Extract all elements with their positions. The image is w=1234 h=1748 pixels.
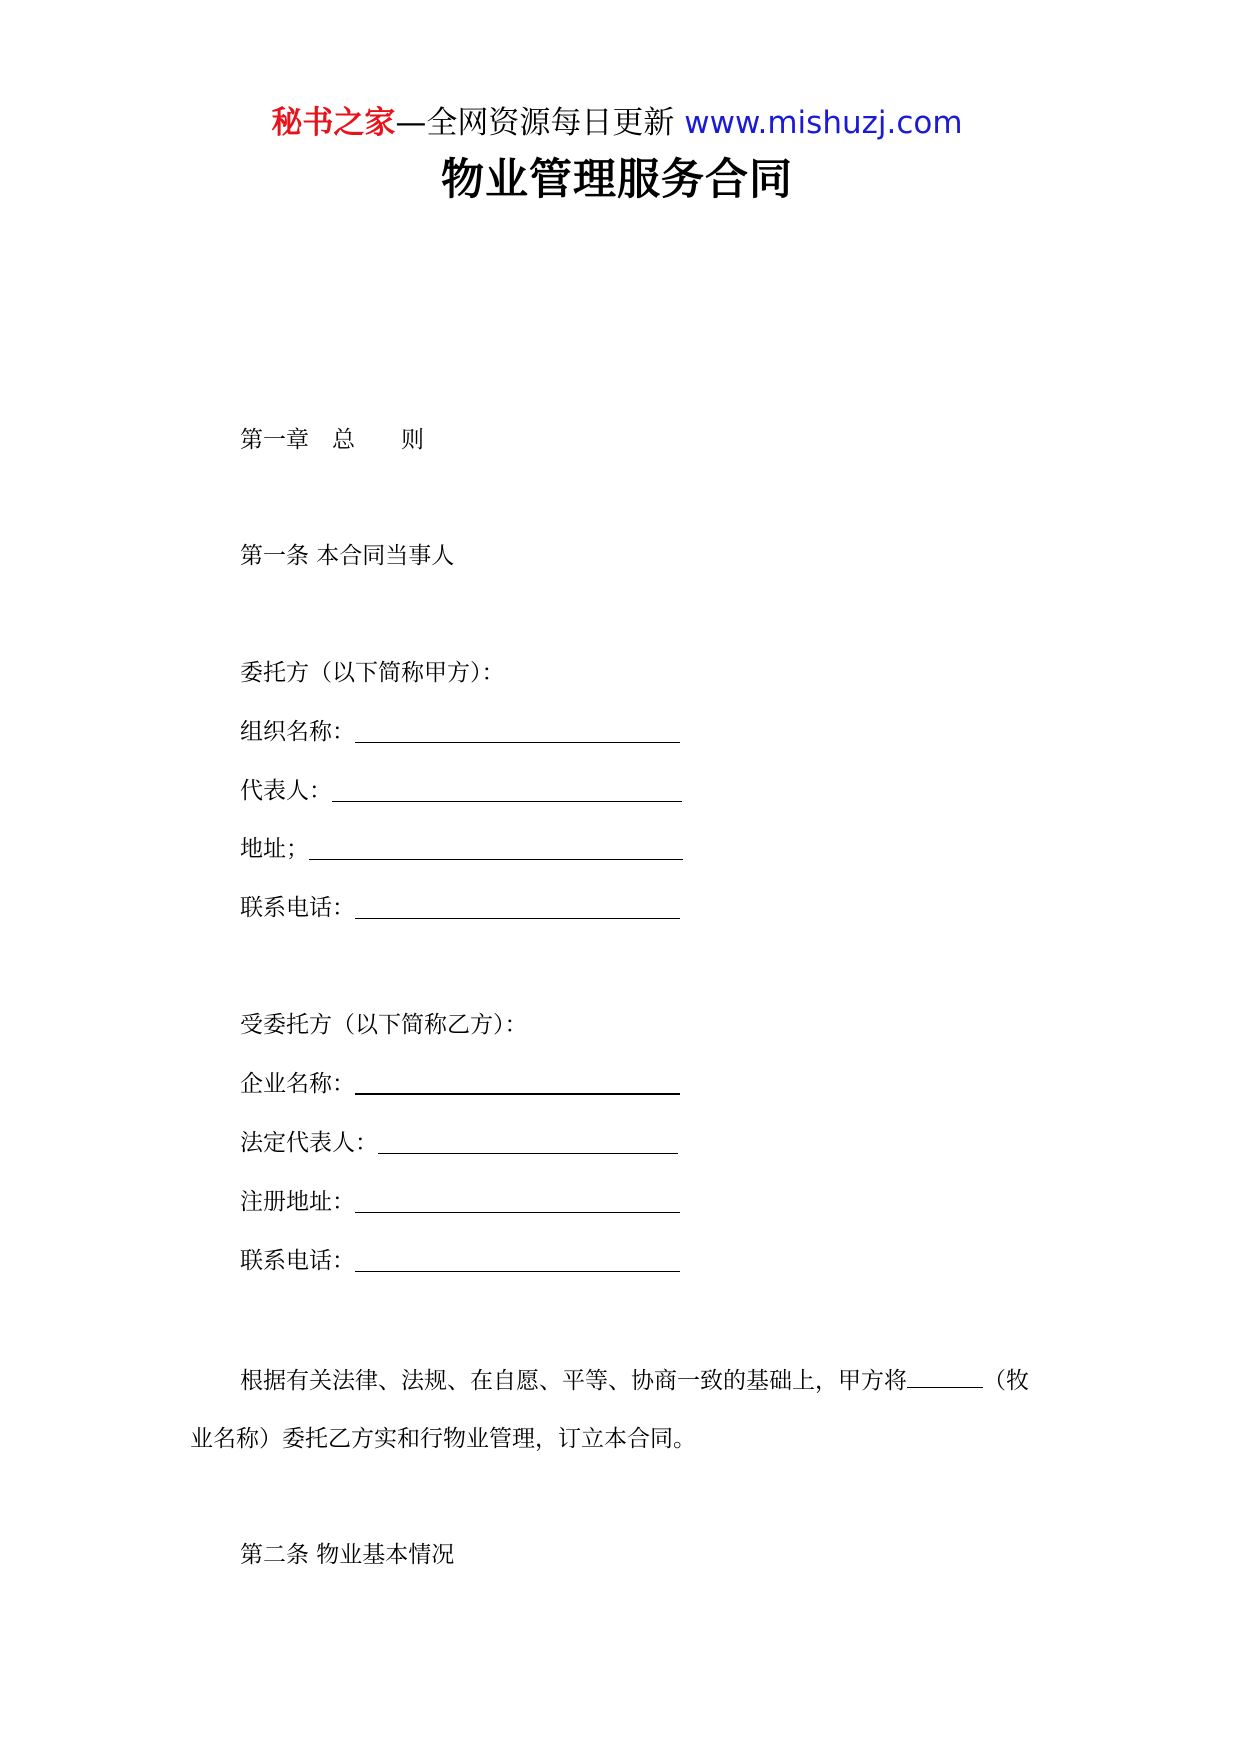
site-url-link[interactable]: www.mishuzj.com [684, 105, 963, 141]
party-a-representative-field [240, 774, 682, 808]
party-a-org-name-field [240, 715, 680, 749]
field-label: 法定代表人： [240, 1130, 378, 1156]
site-tagline: —全网资源每日更新 [395, 105, 675, 141]
party-b-phone-field [240, 1244, 680, 1278]
field-label: 组织名称： [240, 719, 355, 745]
chapter-heading: 第一章 总 则 [240, 427, 424, 453]
site-banner [0, 102, 1234, 144]
field-label: 注册地址： [240, 1189, 355, 1215]
property-name-blank [907, 1363, 983, 1388]
site-brand: 秘书之家 [271, 105, 396, 141]
fill-blank-line [332, 800, 682, 802]
fill-blank-line [355, 1211, 680, 1213]
document-title: 物业管理服务合同 [441, 155, 793, 205]
article-1-heading: 第一条 本合同当事人 [240, 543, 455, 569]
clause-text-part2: （牧业名称）委托乙方实和行物业管理，订立本合同。 [190, 1368, 1029, 1452]
field-label: 联系电话： [240, 895, 355, 921]
party-b-registered-address-field [240, 1185, 680, 1219]
fill-blank-line [378, 1152, 678, 1154]
field-label: 联系电话： [240, 1248, 355, 1274]
fill-blank-line [309, 858, 683, 860]
party-b-heading: 受委托方（以下简称乙方）： [240, 1012, 528, 1038]
fill-blank-line [355, 917, 680, 919]
field-label: 地址； [240, 836, 309, 862]
fill-blank-line [355, 1270, 680, 1272]
party-b-company-name-field [240, 1067, 680, 1101]
party-a-heading: 委托方（以下简称甲方）： [240, 660, 505, 686]
agreement-clause [190, 1352, 1050, 1468]
fill-blank-line [355, 741, 680, 743]
party-b-legal-rep-field [240, 1126, 678, 1160]
field-label: 企业名称： [240, 1071, 355, 1097]
clause-text-part1: 根据有关法律、法规、在自愿、平等、协商一致的基础上，甲方将 [240, 1368, 907, 1394]
field-label: 代表人： [240, 778, 332, 804]
article-2-heading: 第二条 物业基本情况 [240, 1542, 455, 1568]
party-a-address-field [240, 832, 683, 866]
party-a-phone-field [240, 891, 680, 925]
fill-blank-line [355, 1092, 680, 1095]
